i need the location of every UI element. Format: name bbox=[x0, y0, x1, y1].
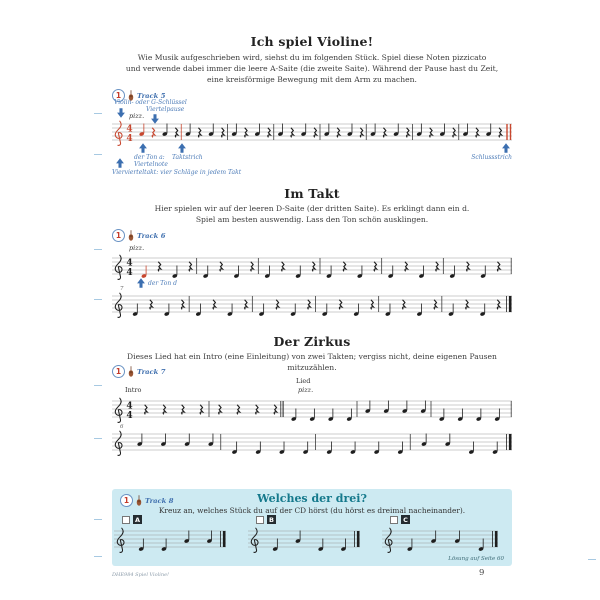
arrow-up-icon bbox=[178, 143, 186, 153]
solution-reference: Lösung auf Seite 60 bbox=[448, 556, 504, 562]
staff-track5 bbox=[112, 118, 512, 152]
page-number: 9 bbox=[479, 568, 485, 578]
violin-icon bbox=[128, 229, 134, 242]
checkbox-b[interactable] bbox=[256, 516, 264, 524]
option-badge: C bbox=[401, 515, 410, 524]
svg-text:4: 4 bbox=[126, 133, 133, 144]
section-title-der-zirkus: Der Zirkus bbox=[273, 334, 351, 349]
checkbox-a[interactable] bbox=[122, 516, 130, 524]
quiz-title: Welches der drei? bbox=[257, 492, 367, 505]
paragraph-line: und verwende dabei immer die leere A-Saite (die zweite Saite). Während der Pause hast du Zeit, bbox=[125, 64, 499, 73]
quiz-box bbox=[112, 489, 512, 566]
trim-mark bbox=[94, 556, 102, 557]
trim-mark bbox=[94, 154, 102, 155]
trim-mark bbox=[94, 299, 102, 300]
pizzicato-label: pizz. bbox=[298, 386, 314, 394]
measure-number: 7 bbox=[120, 286, 124, 292]
annotation-ton-a-line2: Viertelnote bbox=[134, 161, 168, 168]
svg-text:4: 4 bbox=[126, 267, 133, 278]
quiz-instruction: Kreuz an, welches Stück du auf der CD hörst (du hörst es dreimal nacheinander). bbox=[158, 506, 466, 515]
trim-mark bbox=[94, 438, 102, 439]
arrow-up-icon bbox=[116, 158, 124, 168]
cd-number: 1 bbox=[123, 496, 130, 505]
trim-mark bbox=[94, 385, 102, 386]
footer-imprint: DHE984 Spiel Violine! bbox=[112, 572, 170, 578]
track-6-marker bbox=[112, 229, 166, 242]
quiz-option-c bbox=[390, 515, 410, 524]
notation-block-imtakt-2 bbox=[112, 286, 512, 326]
track-label: Track 8 bbox=[145, 496, 174, 505]
svg-text:4: 4 bbox=[126, 401, 133, 412]
trim-mark bbox=[94, 249, 102, 250]
page-content bbox=[112, 0, 512, 600]
pizzicato-label: pizz. bbox=[129, 112, 145, 120]
notation-block-zirkus-2 bbox=[112, 424, 512, 464]
section1-paragraph bbox=[112, 52, 512, 85]
notation-block-track5 bbox=[112, 98, 512, 184]
quiz-option-b bbox=[256, 515, 276, 524]
cd-number: 1 bbox=[115, 231, 122, 240]
staff-quiz-c bbox=[382, 525, 498, 559]
section-title-im-takt: Im Takt bbox=[284, 186, 340, 201]
section3-paragraph bbox=[112, 351, 512, 373]
staff-quiz-b bbox=[248, 525, 360, 559]
option-badge: B bbox=[267, 515, 276, 524]
svg-text:4: 4 bbox=[126, 124, 133, 135]
svg-text:4: 4 bbox=[126, 410, 133, 421]
staff-zirkus-line2 bbox=[112, 428, 512, 462]
trim-mark bbox=[94, 113, 102, 114]
option-badge: A bbox=[134, 515, 141, 524]
trim-mark bbox=[588, 559, 596, 560]
section2-paragraph bbox=[112, 203, 512, 225]
annotation-ton-d: der Ton d bbox=[148, 280, 177, 287]
annotation-ton-a bbox=[134, 154, 168, 168]
trim-mark bbox=[94, 519, 102, 520]
annotation-schlussstrich: Schlussstrich bbox=[471, 154, 512, 161]
notation-block-zirkus-1 bbox=[112, 377, 512, 423]
paragraph-line: Dieses Lied hat ein Intro (eine Einleitung) von zwei Takten; vergiss nicht, deine eigenen Pausen mitzuzählen. bbox=[127, 352, 497, 372]
annotation-clef: Violin- oder G-Schlüssel bbox=[114, 99, 187, 106]
cd-number: 1 bbox=[115, 367, 122, 376]
paragraph-line: Hier spielen wir auf der leeren D-Saite (der dritten Saite). Es erklingt dann ein d. bbox=[154, 204, 470, 213]
annotation-ton-a-line1: der Ton a: bbox=[134, 154, 165, 161]
quiz-option-a bbox=[122, 515, 142, 524]
cd-icon bbox=[112, 229, 125, 242]
track-label: Track 6 bbox=[137, 231, 166, 240]
paragraph-line: eine kreisförmige Bewegung mit dem Arm zu machen. bbox=[207, 75, 417, 84]
paragraph-line: Spiel am besten auswendig. Lass den Ton schön ausklingen. bbox=[195, 215, 429, 224]
section-title-ich-spiel-violine: Ich spiel Violine! bbox=[250, 34, 374, 49]
paragraph-line: Wie Musik aufgeschrieben wird, siehst du im folgenden Stück. Spiel diese Noten pizzicato bbox=[137, 53, 487, 62]
checkbox-c[interactable] bbox=[390, 516, 398, 524]
annotation-rest: Viertelpause bbox=[146, 106, 185, 113]
intro-label: Intro bbox=[125, 386, 142, 394]
measure-number: 6 bbox=[120, 424, 124, 430]
notation-block-imtakt-1 bbox=[112, 244, 512, 288]
svg-text:4: 4 bbox=[126, 258, 133, 269]
lied-label: Lied bbox=[296, 377, 311, 385]
arrow-up-icon bbox=[139, 143, 147, 153]
track-label: Track 5 bbox=[137, 91, 166, 100]
annotation-meter: Viervierteltakt: vier Schläge in jedem Takt bbox=[112, 169, 242, 176]
pizzicato-label: pizz. bbox=[129, 244, 145, 252]
arrow-down-icon bbox=[117, 108, 125, 118]
cd-number: 1 bbox=[115, 91, 122, 100]
annotation-taktstrich: Taktstrich bbox=[172, 154, 203, 161]
arrow-up-icon bbox=[502, 143, 510, 153]
staff-quiz-a bbox=[114, 525, 226, 559]
track-label: Track 7 bbox=[137, 367, 166, 376]
staff-imtakt-line2 bbox=[112, 290, 512, 324]
